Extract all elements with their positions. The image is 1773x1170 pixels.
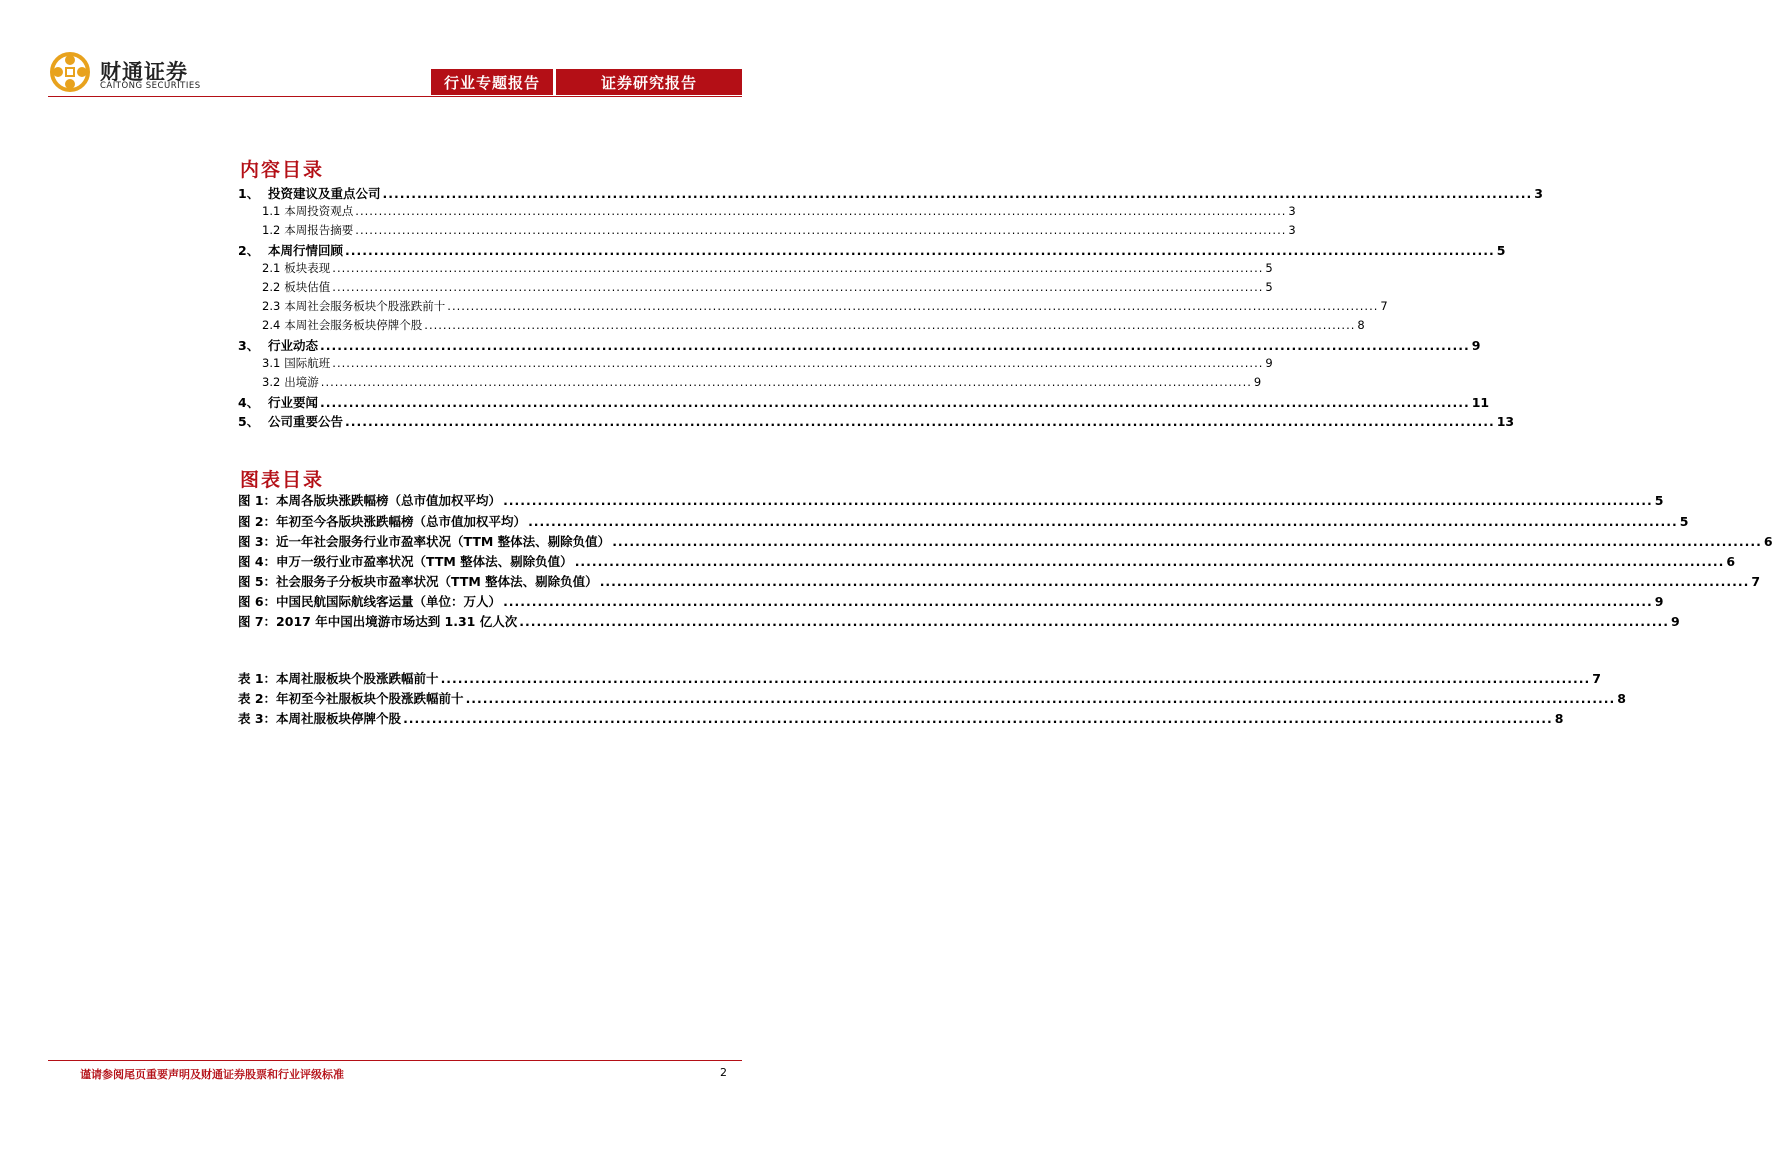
toc-entry-text: 本周行情回顾 — [268, 243, 344, 258]
toc-entry[interactable] — [238, 241, 1506, 260]
figure-entry-label: 图 5：社会服务子分板块市盈率状况（TTM 整体法、剔除负值） — [238, 574, 598, 589]
toc-entry[interactable] — [238, 412, 1515, 431]
figure-entry-page: 5 — [1654, 493, 1664, 508]
toc-entry[interactable] — [238, 336, 1481, 355]
toc-entry-label — [238, 412, 343, 430]
toc-entry-number: 1.2 — [262, 223, 281, 237]
toc-leader-dots: ........................................................................................................................................................................................................ — [424, 318, 1356, 332]
toc-leader-dots: ........................................................................................................................................................................................................ — [320, 375, 1252, 389]
toc-entry-page: 5 — [1496, 243, 1506, 258]
toc-entry-label — [262, 203, 353, 219]
figure-entry-label: 图 3：近一年社会服务行业市盈率状况（TTM 整体法、剔除负值） — [238, 534, 611, 549]
figure-entry[interactable] — [238, 512, 1689, 532]
figure-entry-label: 图 1：本周各版块涨跌幅榜（总市值加权平均） — [238, 493, 502, 508]
company-logo — [50, 50, 220, 98]
toc-entry-number: 2.1 — [262, 261, 281, 275]
toc-entry-label — [262, 279, 330, 295]
table-entry-label: 表 1：本周社服板块个股涨跌幅前十 — [238, 671, 439, 686]
toc-entry-page: 8 — [1357, 318, 1365, 332]
figure-entry[interactable] — [238, 532, 1773, 552]
toc-entry-label — [262, 374, 319, 390]
table-entry-page: 8 — [1554, 711, 1564, 726]
toc-entry-page: 13 — [1496, 414, 1515, 429]
toc-leader-dots: ........................................................................................................................................................................................................ — [345, 243, 1495, 258]
toc-entry-number: 2.2 — [262, 280, 281, 294]
table-leader-dots: ........................................................................................................................................................................................................ — [440, 671, 1591, 686]
toc-entry[interactable] — [262, 203, 1296, 222]
toc-entry-page: 7 — [1380, 299, 1388, 313]
toc-leader-dots: ........................................................................................................................................................................................................ — [332, 261, 1264, 275]
toc-entry[interactable] — [262, 260, 1273, 279]
report-category-tab: 证券研究报告 — [556, 69, 742, 95]
toc-leader-dots: ........................................................................................................................................................................................................ — [447, 299, 1379, 313]
figure-entry-page: 7 — [1751, 574, 1761, 589]
figure-entry[interactable] — [238, 612, 1680, 632]
toc-leader-dots: ........................................................................................................................................................................................................ — [355, 223, 1287, 237]
toc-entry-page: 3 — [1534, 186, 1543, 201]
figure-entry[interactable] — [238, 491, 1664, 511]
toc-entry-number: 5、 — [238, 414, 260, 429]
toc-entry-text: 出境游 — [284, 375, 319, 389]
toc-entry[interactable] — [262, 298, 1388, 317]
toc-entry[interactable] — [262, 355, 1273, 374]
toc-entry-page: 9 — [1253, 375, 1262, 389]
toc-entry-number: 2、 — [238, 243, 260, 258]
toc-entry-text: 公司重要公告 — [268, 414, 344, 429]
figure-entry[interactable] — [238, 572, 1761, 592]
toc-entry-label — [262, 260, 330, 276]
figure-leader-dots: ........................................................................................................................................................................................................ — [574, 554, 1725, 569]
figures-title: 图表目录 — [240, 469, 325, 491]
toc-leader-dots: ........................................................................................................................................................................................................ — [332, 280, 1264, 294]
page-number: 2 — [720, 1066, 727, 1079]
figure-leader-dots: ........................................................................................................................................................................................................ — [503, 594, 1653, 609]
toc-entry-label — [238, 393, 318, 411]
toc-entry-page: 5 — [1265, 280, 1273, 294]
report-type-tab: 行业专题报告 — [431, 69, 553, 95]
table-entry-label: 表 3：本周社服板块停牌个股 — [238, 711, 402, 726]
figure-leader-dots: ........................................................................................................................................................................................................ — [599, 574, 1750, 589]
toc-entry-label — [238, 184, 381, 202]
toc-leader-dots: ........................................................................................................................................................................................................ — [320, 395, 1470, 410]
toc-entry-number: 3.2 — [262, 375, 281, 389]
toc-entry-label — [262, 317, 422, 333]
toc-entry-page: 5 — [1265, 261, 1273, 275]
toc-entry-text: 板块估值 — [284, 280, 331, 294]
toc-entry-label — [238, 336, 318, 354]
toc-entry-text: 本周社会服务板块停牌个股 — [284, 318, 423, 332]
toc-entry-number: 3、 — [238, 338, 260, 353]
toc-entry-label — [262, 222, 353, 238]
toc-entry[interactable] — [262, 222, 1296, 241]
figure-leader-dots: ........................................................................................................................................................................................................ — [612, 534, 1762, 549]
toc-entry[interactable] — [262, 317, 1365, 336]
footer-divider — [48, 1060, 742, 1061]
toc-entry-number: 2.4 — [262, 318, 281, 332]
figure-entry-page: 9 — [1670, 614, 1680, 629]
toc-entry-page: 9 — [1265, 356, 1273, 370]
toc-entry-label — [238, 241, 343, 259]
toc-entry-page: 3 — [1288, 223, 1296, 237]
figure-leader-dots: ........................................................................................................................................................................................................ — [528, 514, 1678, 529]
figure-leader-dots: ........................................................................................................................................................................................................ — [519, 614, 1669, 629]
figure-entry-label: 图 4：申万一级行业市盈率状况（TTM 整体法、剔除负值） — [238, 554, 573, 569]
toc-leader-dots: ........................................................................................................................................................................................................ — [355, 204, 1287, 218]
table-entry[interactable] — [238, 689, 1626, 709]
toc-entry[interactable] — [238, 184, 1543, 203]
table-entry[interactable] — [238, 669, 1601, 689]
toc-entry-text: 本周报告摘要 — [284, 223, 354, 237]
toc-entry-text: 行业要闻 — [268, 395, 319, 410]
toc-entry-text: 板块表现 — [284, 261, 331, 275]
toc-entry-page: 11 — [1471, 395, 1490, 410]
table-leader-dots: ........................................................................................................................................................................................................ — [465, 691, 1616, 706]
figure-entry-page: 9 — [1654, 594, 1664, 609]
figure-entry-page: 6 — [1763, 534, 1773, 549]
toc-entry-label — [262, 298, 445, 314]
toc-entry-text: 本周社会服务板块个股涨跌前十 — [284, 299, 446, 313]
toc-entry-number: 1.1 — [262, 204, 281, 218]
table-entry-page: 7 — [1592, 671, 1601, 686]
logo-mark-icon — [50, 52, 90, 92]
toc-entry[interactable] — [262, 374, 1262, 393]
header-divider — [48, 96, 742, 97]
toc-entry[interactable] — [238, 393, 1490, 412]
toc-entry-number: 3.1 — [262, 356, 281, 370]
toc-entry-page: 3 — [1288, 204, 1296, 218]
toc-leader-dots: ........................................................................................................................................................................................................ — [382, 186, 1533, 201]
toc-leader-dots: ........................................................................................................................................................................................................ — [320, 338, 1470, 353]
footer-disclaimer: 谨请参阅尾页重要声明及财通证券股票和行业评级标准 — [80, 1068, 344, 1081]
toc-entry-text: 国际航班 — [284, 356, 331, 370]
toc-entry-number: 4、 — [238, 395, 260, 410]
figure-entry-page: 6 — [1726, 554, 1736, 569]
toc-entry-number: 1、 — [238, 186, 260, 201]
figure-entry-label: 图 7：2017 年中国出境游市场达到 1.31 亿人次 — [238, 614, 518, 629]
figure-entry-label: 图 2：年初至今各版块涨跌幅榜（总市值加权平均） — [238, 514, 527, 529]
figure-entry-label: 图 6：中国民航国际航线客运量（单位：万人） — [238, 594, 502, 609]
figure-entry[interactable] — [238, 552, 1736, 572]
table-leader-dots: ........................................................................................................................................................................................................ — [403, 711, 1553, 726]
toc-entry-text: 本周投资观点 — [284, 204, 354, 218]
logo-english-name: CAITONG SECURITIES — [100, 81, 201, 91]
table-entry[interactable] — [238, 709, 1564, 729]
toc-entry-text: 投资建议及重点公司 — [268, 186, 381, 201]
figure-entry[interactable] — [238, 592, 1664, 612]
logo-chinese-name: 财通证券 — [100, 60, 188, 84]
figure-leader-dots: ........................................................................................................................................................................................................ — [503, 493, 1653, 508]
figure-entry-page: 5 — [1679, 514, 1689, 529]
toc-leader-dots: ........................................................................................................................................................................................................ — [345, 414, 1495, 429]
toc-leader-dots: ........................................................................................................................................................................................................ — [332, 356, 1264, 370]
toc-entry-text: 行业动态 — [268, 338, 319, 353]
table-entry-label: 表 2：年初至今社服板块个股涨跌幅前十 — [238, 691, 464, 706]
toc-title: 内容目录 — [240, 159, 325, 181]
table-entry-page: 8 — [1617, 691, 1626, 706]
toc-entry-page: 9 — [1471, 338, 1481, 353]
toc-entry[interactable] — [262, 279, 1273, 298]
toc-entry-number: 2.3 — [262, 299, 281, 313]
toc-entry-label — [262, 355, 330, 371]
